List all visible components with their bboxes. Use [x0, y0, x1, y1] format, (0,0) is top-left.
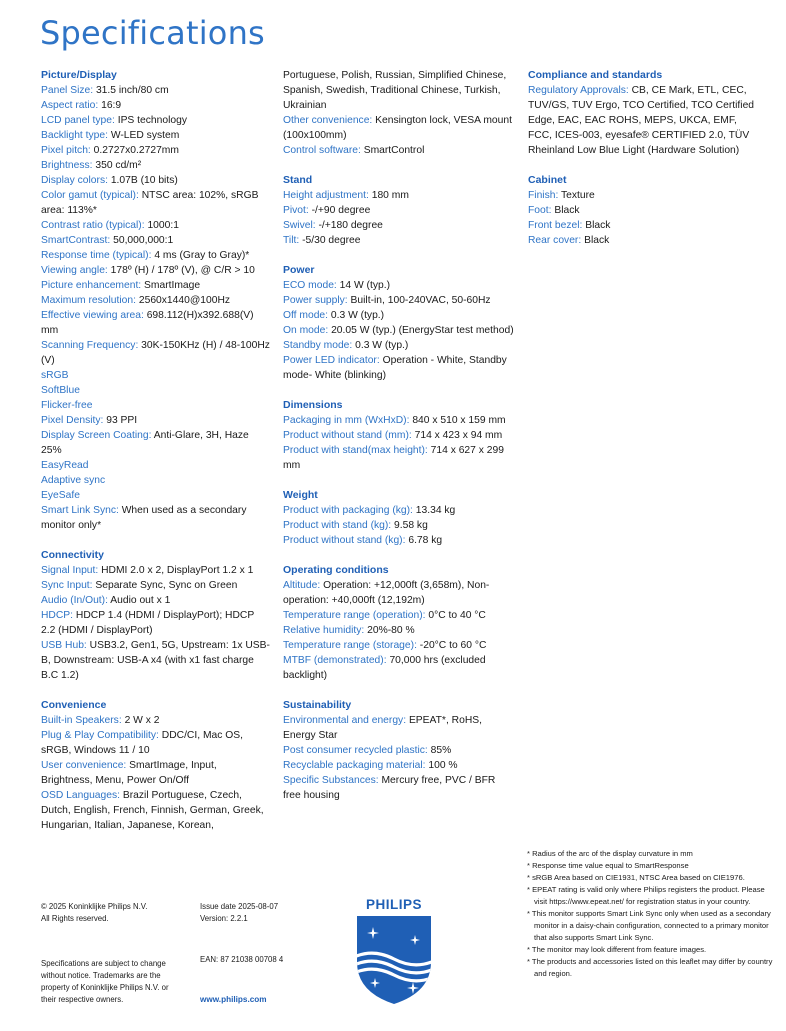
issue-date: Issue date 2025-08-07 — [200, 902, 279, 911]
spec-label: Display Screen Coating: — [41, 430, 152, 441]
spec-label: On mode: — [283, 325, 329, 336]
spec-row — [283, 143, 515, 158]
section-continued — [283, 68, 515, 158]
spec-row — [283, 338, 515, 353]
spec-row — [283, 773, 515, 803]
section-title: Convenience — [41, 699, 107, 711]
spec-value: CB, CE Mark, ETL, CEC, TUV/GS, TUV Ergo, TCO Certified, TCO Certified Edge, EAC, EAC ROHS, MEPS, UKCA, EMF, FCC, ICES-003, eyesafe® CERTIFIED 2.0, TÜV Rheinland Low Blue Light (Hardware Solution) — [528, 85, 755, 156]
spec-label: Viewing angle: — [41, 265, 108, 276]
spec-label: Pixel pitch: — [41, 145, 91, 156]
spec-row — [41, 398, 271, 413]
section-title: Power — [283, 264, 315, 276]
spec-label: Flicker-free — [41, 400, 93, 411]
section-title: Dimensions — [283, 399, 343, 411]
spec-value: 2560x1440@100Hz — [136, 295, 231, 306]
spec-label: Product without stand (mm): — [283, 430, 412, 441]
spec-value: 698.112(H)x392.688(V) mm — [41, 310, 254, 336]
issue-block — [200, 901, 278, 925]
spec-value: Built-in, 100-240VAC, 50-60Hz — [347, 295, 491, 306]
spec-label: OSD Languages: — [41, 790, 120, 801]
spec-value: W-LED system — [107, 130, 180, 141]
spec-label: MTBF (demonstrated): — [283, 655, 387, 666]
spec-value: EPEAT*, RoHS, Energy Star — [283, 715, 482, 741]
spec-label: Swivel: — [283, 220, 316, 231]
spec-value: 840 x 510 x 159 mm — [409, 415, 506, 426]
spec-row — [283, 608, 515, 623]
footnote: * This monitor supports Smart Link Sync only when used as a secondary monitor in a daisy-chain configuration, connected to a primary monitor that also supports Smart Link Sync. — [527, 909, 771, 942]
spec-label: Pixel Density: — [41, 415, 104, 426]
spec-label: Backlight type: — [41, 130, 108, 141]
spec-label: USB Hub: — [41, 640, 87, 651]
spec-value: 93 PPI — [103, 415, 138, 426]
philips-shield-logo — [351, 896, 437, 1006]
brand-wordmark: PHILIPS — [365, 897, 423, 912]
section-title: Picture/Display — [41, 69, 117, 81]
website-link[interactable]: www.philips.com — [200, 995, 267, 1004]
spec-column-1 — [41, 68, 271, 848]
spec-row — [41, 218, 271, 233]
spec-label: Power LED indicator: — [283, 355, 380, 366]
spec-row — [41, 98, 271, 113]
spec-row — [41, 608, 271, 638]
spec-row — [528, 218, 758, 233]
footnote: * sRGB Area based on CIE1931, NTSC Area based on CIE1976. — [527, 873, 745, 882]
spec-value: Black — [582, 220, 611, 231]
section-weight — [283, 488, 515, 548]
spec-label: Color gamut (typical): — [41, 190, 139, 201]
spec-value: 70,000 hrs (excluded backlight) — [283, 655, 486, 681]
spec-value: 85% — [427, 745, 452, 756]
spec-value: 20%-80 % — [364, 625, 415, 636]
spec-value: SmartImage — [141, 280, 201, 291]
spec-row — [41, 488, 271, 503]
spec-value: 714 x 423 x 94 mm — [411, 430, 503, 441]
spec-value: 14 W (typ.) — [336, 280, 391, 291]
spec-label: Packaging in mm (WxHxD): — [283, 415, 410, 426]
spec-value: Operation: +12,000ft (3,658m), Non-operation: +40,000ft (12,192m) — [283, 580, 490, 606]
spec-row — [41, 293, 271, 308]
spec-row — [283, 353, 515, 383]
spec-label: SoftBlue — [41, 385, 80, 396]
spec-value: 1.07B (10 bits) — [107, 175, 178, 186]
spec-label: Pivot: — [283, 205, 309, 216]
spec-label: HDCP: — [41, 610, 74, 621]
spec-value: 0°C to 40 °C — [425, 610, 486, 621]
spec-row — [41, 428, 271, 458]
spec-row — [283, 218, 515, 233]
spec-row — [41, 173, 271, 188]
spec-row — [283, 113, 515, 143]
spec-value: -/+90 degree — [308, 205, 371, 216]
spec-value: Operation - White, Standby mode- White (blinking) — [283, 355, 507, 381]
spec-value: HDCP 1.4 (HDMI / DisplayPort); HDCP 2.2 (HDMI / DisplayPort) — [41, 610, 255, 636]
section-picture-display — [41, 68, 271, 533]
spec-label: Front bezel: — [528, 220, 583, 231]
spec-row — [283, 188, 515, 203]
spec-label: ECO mode: — [283, 280, 337, 291]
section-sustainability — [283, 698, 515, 803]
spec-row — [41, 338, 271, 368]
spec-value: Brazil Portuguese, Czech, Dutch, English, French, Finnish, German, Greek, Hungarian, Italian, Japanese, Korean, — [41, 790, 264, 831]
spec-row — [283, 623, 515, 638]
spec-row — [41, 263, 271, 278]
spec-label: sRGB — [41, 370, 69, 381]
spec-label: Built-in Speakers: — [41, 715, 122, 726]
disclaimer: Specifications are subject to change without notice. Trademarks are the property of Koninklijke Philips N.V. or their respective owners. — [41, 959, 169, 1004]
section-operating-conditions — [283, 563, 515, 683]
spec-row — [41, 788, 271, 833]
spec-value: 16:9 — [98, 100, 122, 111]
spec-row — [41, 713, 271, 728]
spec-label: Regulatory Approvals: — [528, 85, 629, 96]
spec-value: 350 cd/m² — [92, 160, 142, 171]
spec-label: EasyRead — [41, 460, 89, 471]
spec-label: Aspect ratio: — [41, 100, 99, 111]
spec-row — [528, 83, 758, 158]
spec-label: Environmental and energy: — [283, 715, 407, 726]
section-power — [283, 263, 515, 383]
rights: All Rights reserved. — [41, 914, 109, 923]
spec-label: Picture enhancement: — [41, 280, 142, 291]
spec-label: Post consumer recycled plastic: — [283, 745, 428, 756]
spec-value: 20.05 W (typ.) (EnergyStar test method) — [328, 325, 514, 336]
spec-label: Display colors: — [41, 175, 108, 186]
spec-row — [283, 233, 515, 248]
spec-value: 9.58 kg — [391, 520, 428, 531]
spec-row — [41, 413, 271, 428]
section-title: Stand — [283, 174, 313, 186]
spec-value: 100 % — [425, 760, 458, 771]
footnote: * The products and accessories listed on this leaflet may differ by country and region. — [527, 957, 773, 978]
section-connectivity — [41, 548, 271, 683]
spec-row — [41, 638, 271, 683]
spec-value: Mercury free, PVC / BFR free housing — [283, 775, 496, 801]
spec-row — [283, 743, 515, 758]
spec-value: SmartImage, Input, Brightness, Menu, Power On/Off — [41, 760, 217, 786]
spec-value: 1000:1 — [144, 220, 179, 231]
spec-row — [41, 308, 271, 338]
spec-value: Separate Sync, Sync on Green — [92, 580, 238, 591]
spec-label: Foot: — [528, 205, 552, 216]
spec-label: Product with stand(max height): — [283, 445, 428, 456]
spec-label: Relative humidity: — [283, 625, 365, 636]
spec-row — [41, 458, 271, 473]
footnote: * Response time value equal to SmartResponse — [527, 861, 689, 870]
spec-row — [283, 713, 515, 743]
ean-code: EAN: 87 21038 00708 4 — [200, 955, 284, 964]
spec-label: Product with stand (kg): — [283, 520, 392, 531]
spec-row — [41, 233, 271, 248]
section-convenience — [41, 698, 271, 833]
spec-label: Product with packaging (kg): — [283, 505, 413, 516]
spec-label: Recyclable packaging material: — [283, 760, 426, 771]
spec-label: EyeSafe — [41, 490, 80, 501]
spec-label: Temperature range (storage): — [283, 640, 417, 651]
spec-label: Plug & Play Compatibility: — [41, 730, 159, 741]
spec-label: Audio (In/Out): — [41, 595, 108, 606]
spec-row — [41, 503, 271, 533]
spec-label: Height adjustment: — [283, 190, 369, 201]
spec-label: User convenience: — [41, 760, 127, 771]
spec-row — [528, 203, 758, 218]
spec-value: 0.2727x0.2727mm — [90, 145, 179, 156]
spec-row — [41, 368, 271, 383]
spec-value: SmartControl — [360, 145, 425, 156]
version: Version: 2.2.1 — [200, 914, 248, 923]
spec-row — [41, 278, 271, 293]
spec-row — [41, 728, 271, 758]
spec-value: 50,000,000:1 — [110, 235, 174, 246]
spec-row — [283, 308, 515, 323]
spec-value: Anti-Glare, 3H, Haze 25% — [41, 430, 249, 456]
spec-value: -/+180 degree — [315, 220, 383, 231]
spec-value: 714 x 627 x 299 mm — [283, 445, 504, 471]
spec-row — [528, 233, 758, 248]
spec-value: 4 ms (Gray to Gray)* — [151, 250, 250, 261]
spec-label: Finish: — [528, 190, 559, 201]
spec-label: Power supply: — [283, 295, 348, 306]
spec-row — [283, 503, 515, 518]
spec-row — [283, 518, 515, 533]
footnote: * The monitor may look different from feature images. — [527, 945, 707, 954]
spec-row — [41, 563, 271, 578]
section-title: Sustainability — [283, 699, 352, 711]
copyright-block — [41, 901, 147, 925]
spec-row — [283, 443, 515, 473]
spec-label: Temperature range (operation): — [283, 610, 426, 621]
spec-row — [41, 473, 271, 488]
spec-row — [283, 413, 515, 428]
spec-label: Smart Link Sync: — [41, 505, 119, 516]
spec-label: Other convenience: — [283, 115, 373, 126]
spec-label: Maximum resolution: — [41, 295, 136, 306]
spec-row — [283, 278, 515, 293]
section-cabinet — [528, 173, 758, 248]
spec-row — [283, 428, 515, 443]
spec-value: 31.5 inch/80 cm — [93, 85, 169, 96]
section-stand — [283, 173, 515, 248]
spec-row — [41, 83, 271, 98]
spec-value: When used as a secondary monitor only* — [41, 505, 247, 531]
spec-row — [283, 653, 515, 683]
spec-row — [41, 578, 271, 593]
spec-row — [283, 293, 515, 308]
spec-column-2 — [283, 68, 515, 818]
spec-label: Panel Size: — [41, 85, 94, 96]
spec-row — [528, 188, 758, 203]
spec-value: Kensington lock, VESA mount (100x100mm) — [283, 115, 512, 141]
spec-label: Effective viewing area: — [41, 310, 144, 321]
spec-label: Rear cover: — [528, 235, 582, 246]
spec-row — [283, 638, 515, 653]
spec-value: 0.3 W (typ.) — [328, 310, 385, 321]
spec-row — [41, 593, 271, 608]
spec-label: Off mode: — [283, 310, 329, 321]
spec-row — [41, 113, 271, 128]
spec-row — [283, 323, 515, 338]
spec-label: Tilt: — [283, 235, 300, 246]
spec-row — [283, 203, 515, 218]
spec-value: Texture — [558, 190, 595, 201]
section-compliance-and-standards — [528, 68, 758, 158]
spec-value: 30K-150KHz (H) / 48-100Hz (V) — [41, 340, 270, 366]
spec-value: Black — [581, 235, 610, 246]
spec-label: Response time (typical): — [41, 250, 152, 261]
section-title: Weight — [283, 489, 318, 501]
spec-value: 6.78 kg — [405, 535, 443, 546]
section-title: Cabinet — [528, 174, 567, 186]
spec-row — [41, 758, 271, 788]
spec-row — [41, 188, 271, 218]
spec-label: LCD panel type: — [41, 115, 115, 126]
spec-label: Specific Substances: — [283, 775, 379, 786]
spec-label: Sync Input: — [41, 580, 93, 591]
spec-row — [41, 128, 271, 143]
footnotes — [527, 848, 777, 980]
spec-value: IPS technology — [114, 115, 187, 126]
page-title: Specifications — [40, 14, 265, 52]
copyright: © 2025 Koninklijke Philips N.V. — [41, 902, 148, 911]
section-title: Compliance and standards — [528, 69, 663, 81]
spec-value: Audio out x 1 — [107, 595, 171, 606]
spec-label: Control software: — [283, 145, 361, 156]
spec-row — [41, 383, 271, 398]
spec-value: 180 mm — [368, 190, 409, 201]
spec-value: DDC/CI, Mac OS, sRGB, Windows 11 / 10 — [41, 730, 244, 756]
spec-row — [41, 248, 271, 263]
spec-row — [283, 533, 515, 548]
section-title: Operating conditions — [283, 564, 389, 576]
footnote: * Radius of the arc of the display curvature in mm — [527, 849, 693, 858]
footnote: * EPEAT rating is valid only where Philips registers the product. Please visit https://www.epeat.net/ for registration status in your country. — [527, 885, 765, 906]
spec-label: Scanning Frequency: — [41, 340, 139, 351]
spec-row — [41, 143, 271, 158]
section-title: Connectivity — [41, 549, 105, 561]
spec-row — [41, 158, 271, 173]
spec-label: Altitude: — [283, 580, 321, 591]
spec-row — [283, 758, 515, 773]
spec-label: Product without stand (kg): — [283, 535, 406, 546]
spec-label: Signal Input: — [41, 565, 99, 576]
spec-value: 0.3 W (typ.) — [352, 340, 409, 351]
section-dimensions — [283, 398, 515, 473]
spec-label: Adaptive sync — [41, 475, 106, 486]
spec-label: Brightness: — [41, 160, 93, 171]
spec-value: -5/30 degree — [299, 235, 361, 246]
spec-value: NTSC area: 102%, sRGB area: 113%* — [41, 190, 259, 216]
spec-value: Black — [551, 205, 580, 216]
spec-row — [283, 578, 515, 608]
spec-value: 13.34 kg — [412, 505, 456, 516]
spec-value: USB3.2, Gen1, 5G, Upstream: 1x USB-B, Downstream: USB-A x4 (with x1 fast charge B.C 1.2) — [41, 640, 270, 681]
spec-value: 178º (H) / 178º (V), @ C/R > 10 — [107, 265, 255, 276]
continued-value: Portuguese, Polish, Russian, Simplified Chinese, Spanish, Swedish, Traditional Chinese, Turkish, Ukrainian — [283, 70, 507, 111]
spec-column-3 — [528, 68, 758, 263]
spec-label: Standby mode: — [283, 340, 353, 351]
spec-value: HDMI 2.0 x 2, DisplayPort 1.2 x 1 — [98, 565, 254, 576]
spec-label: SmartContrast: — [41, 235, 111, 246]
spec-value: 2 W x 2 — [121, 715, 160, 726]
spec-label: Contrast ratio (typical): — [41, 220, 145, 231]
spec-value: -20°C to 60 °C — [416, 640, 487, 651]
